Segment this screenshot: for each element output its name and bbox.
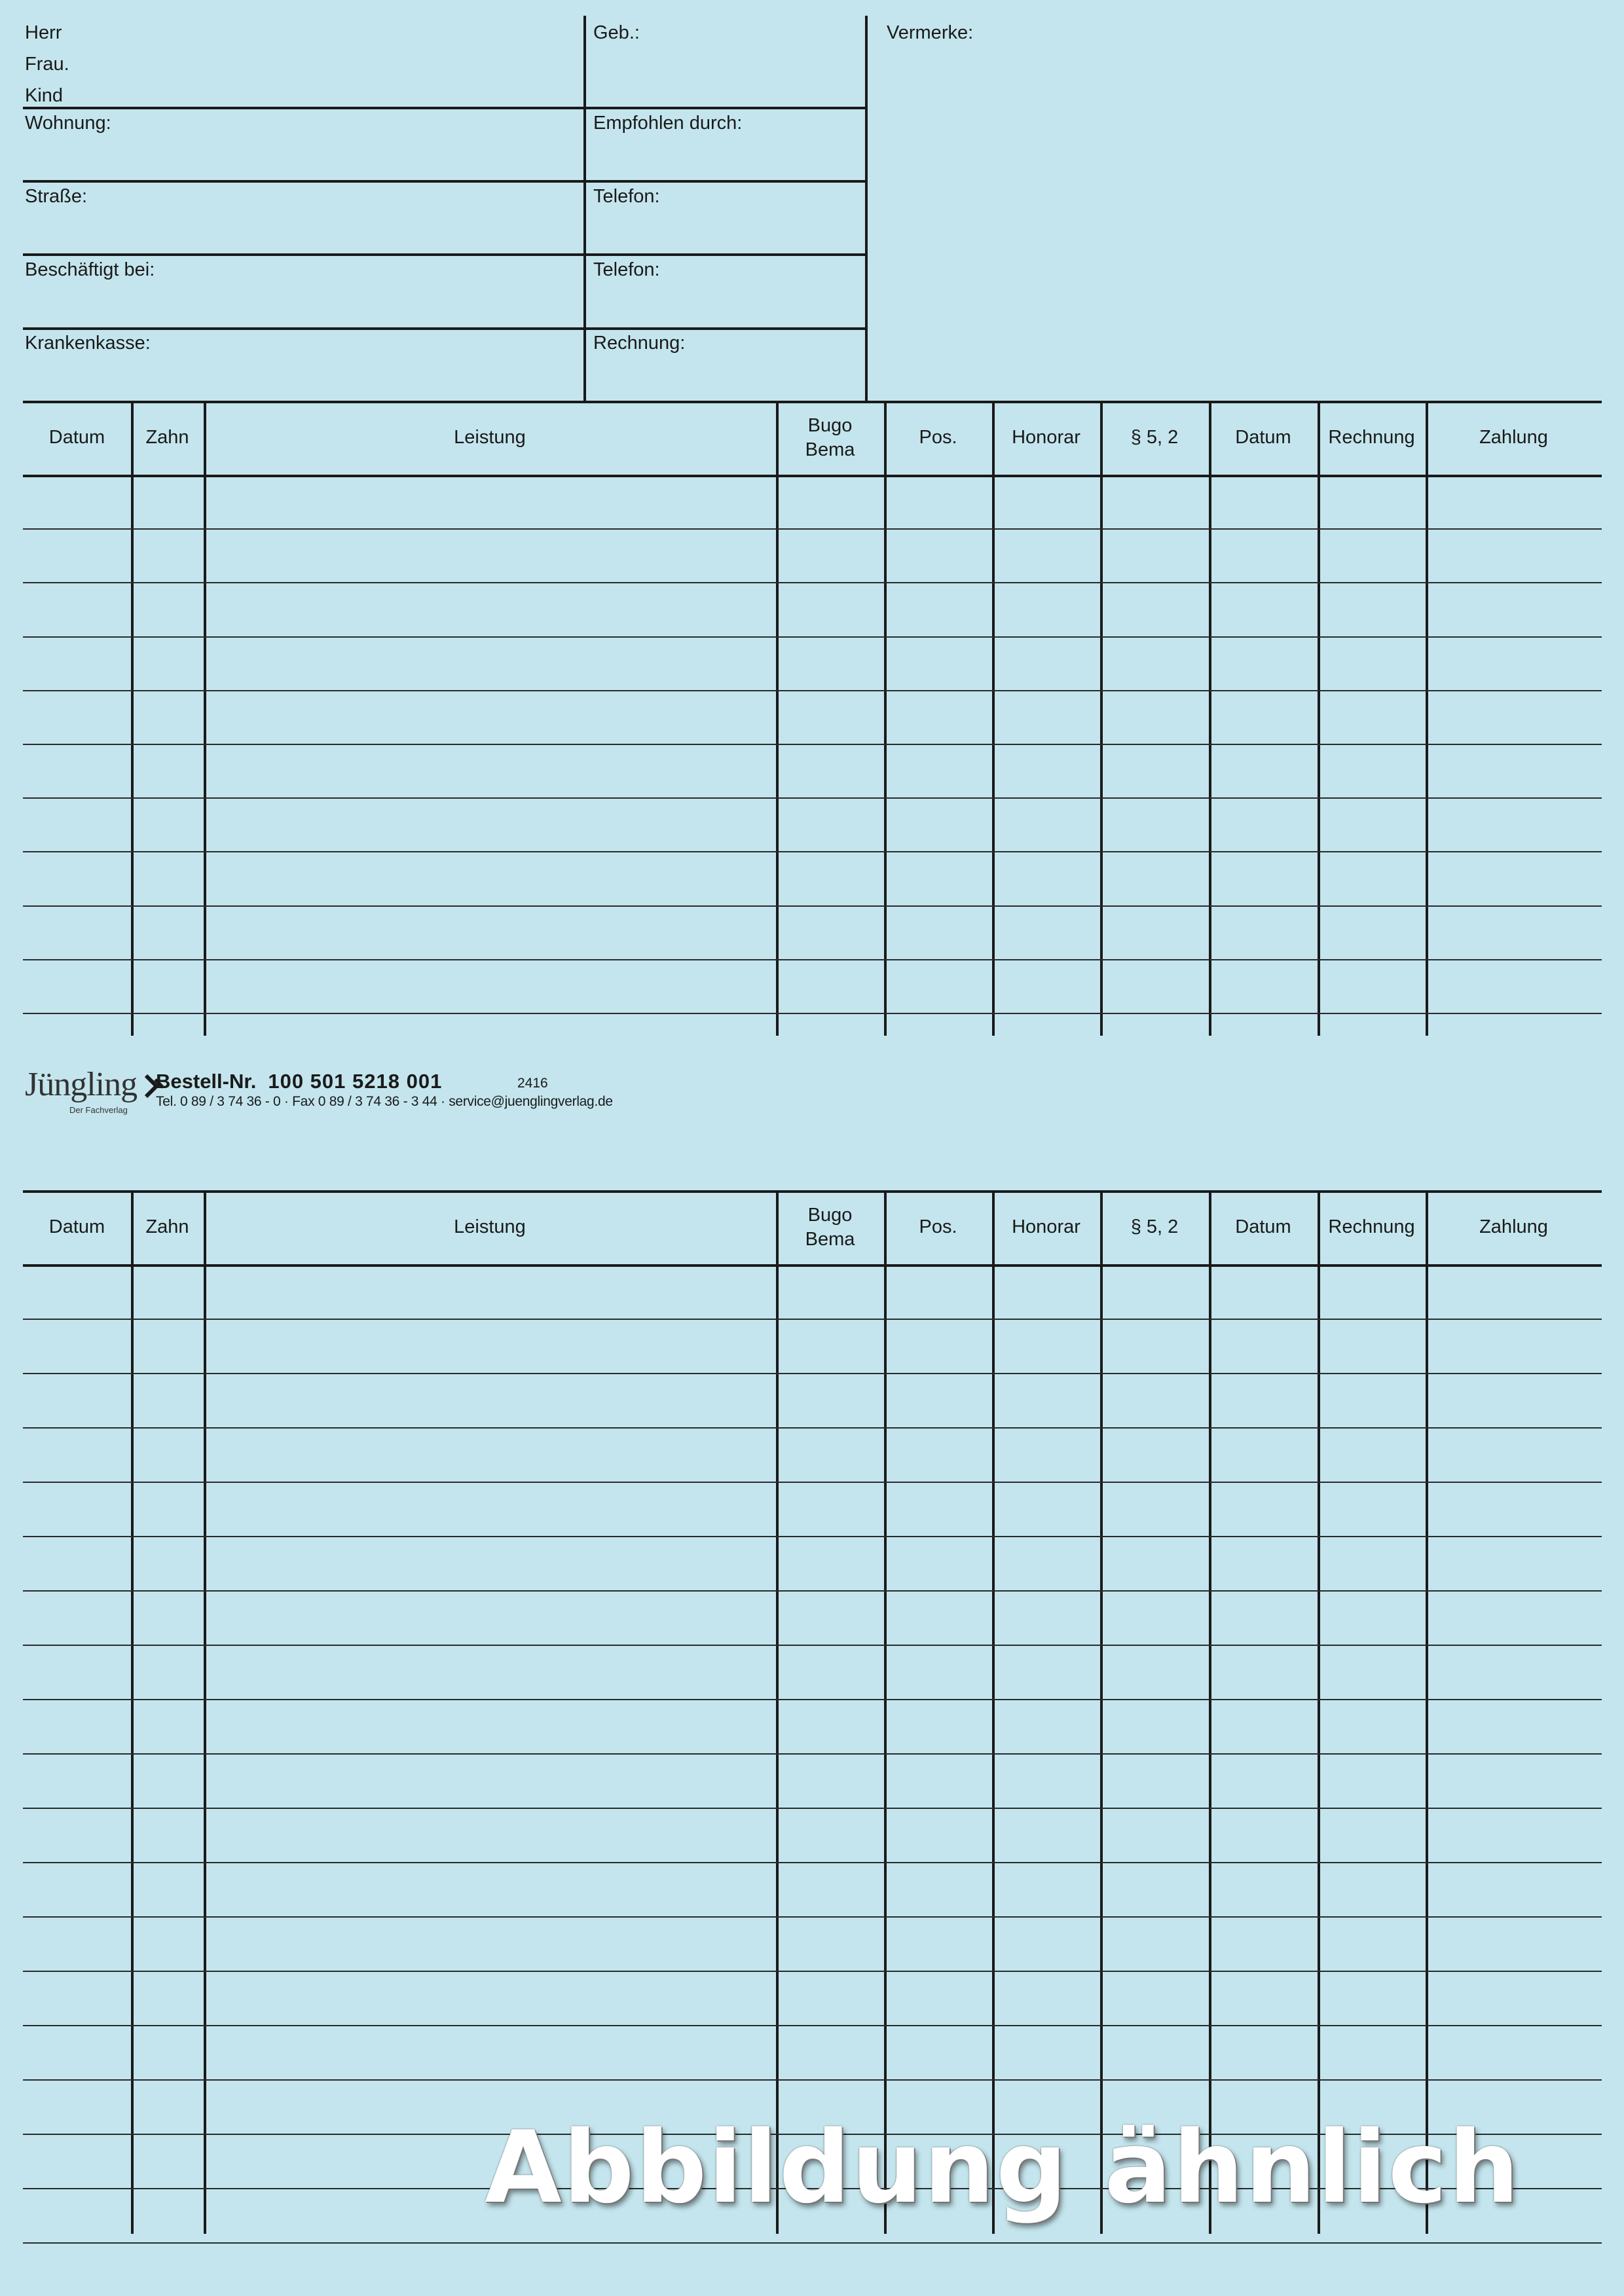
order-label: Bestell-Nr. (156, 1070, 257, 1093)
watermark-text: Abbildung ähnlich (485, 2109, 1521, 2225)
column-header-label: Datum (48, 427, 105, 448)
table-header-rule (23, 1264, 1602, 1267)
salutation-kind: Kind (25, 85, 64, 106)
column-header-label: Zahn (145, 427, 189, 448)
table-row (23, 851, 1602, 852)
header-divider-1 (583, 16, 586, 401)
header-rule (23, 327, 866, 330)
column-divider (1318, 1190, 1320, 2234)
column-divider (131, 401, 134, 1036)
column-header (1209, 1190, 1318, 1264)
column-divider (204, 401, 206, 1036)
table-row (23, 905, 1602, 907)
column-header-label: Bugo (807, 414, 853, 436)
field-krankenkasse: Krankenkasse: (25, 333, 151, 354)
column-header (992, 401, 1100, 475)
column-header-label: § 5, 2 (1130, 427, 1179, 448)
column-header (1426, 1190, 1602, 1264)
column-header (884, 401, 992, 475)
column-divider (884, 401, 887, 1036)
column-divider (1426, 1190, 1428, 2234)
column-header (776, 401, 884, 475)
column-divider (1426, 401, 1428, 1036)
column-header-label: Zahn (145, 1216, 189, 1237)
column-header-label: Bugo (807, 1204, 853, 1226)
column-divider (776, 1190, 779, 2234)
table-row (23, 1536, 1602, 1537)
table-row (23, 744, 1602, 745)
field-telefon-2: Telefon: (593, 259, 660, 280)
logo-text: Jüngling (25, 1066, 138, 1103)
contact-line: Tel. 0 89 / 3 74 36 - 0 · Fax 0 89 / 3 74 36 - 3 44 · service@juenglingverlag.de (156, 1094, 613, 1109)
column-header-label: Datum (1235, 427, 1291, 448)
table-row (23, 1482, 1602, 1483)
column-header-label: Zahlung (1479, 427, 1548, 448)
column-header (1209, 401, 1318, 475)
field-geb: Geb.: (593, 22, 640, 43)
column-divider (1100, 1190, 1103, 2234)
column-header (884, 1190, 992, 1264)
table-row (23, 1590, 1602, 1592)
column-header (23, 401, 131, 475)
column-header (1426, 401, 1602, 475)
column-divider (992, 401, 995, 1036)
column-header (23, 1190, 131, 1264)
column-header-label: Rechnung (1328, 1216, 1415, 1237)
column-header (1318, 1190, 1426, 1264)
column-divider (204, 1190, 206, 2234)
column-header-label: Rechnung (1328, 427, 1415, 448)
column-header (204, 1190, 776, 1264)
table-row (23, 797, 1602, 799)
column-header-label: Pos. (919, 1216, 957, 1237)
column-header-label: Bema (805, 439, 855, 460)
column-header-label: Leistung (454, 427, 526, 448)
column-divider (1209, 401, 1211, 1036)
column-header-label: § 5, 2 (1130, 1216, 1179, 1237)
table-row (23, 1319, 1602, 1320)
header-rule (23, 107, 866, 109)
table-row (23, 1862, 1602, 1863)
table-row (23, 528, 1602, 530)
salutation-frau: Frau. (25, 54, 69, 75)
field-rechnung: Rechnung: (593, 333, 686, 354)
table-header-rule (23, 475, 1602, 477)
table-row (23, 1645, 1602, 1646)
order-value: 100 501 5218 001 (268, 1070, 443, 1093)
table-row (23, 1373, 1602, 1374)
column-divider (992, 1190, 995, 2234)
table-row (23, 1916, 1602, 1918)
table-row (23, 1427, 1602, 1429)
column-header (1100, 1190, 1209, 1264)
field-strasse: Straße: (25, 186, 88, 207)
table-row (23, 2025, 1602, 2026)
column-header (1318, 401, 1426, 475)
table-row (23, 1971, 1602, 1972)
column-header (1100, 401, 1209, 475)
order-number (156, 1070, 442, 1093)
table-row (23, 2079, 1602, 2081)
column-header (776, 1190, 884, 1264)
header-divider-2 (865, 16, 868, 401)
header-rule (23, 253, 866, 256)
column-divider (884, 1190, 887, 2234)
field-wohnung: Wohnung: (25, 113, 111, 134)
table-row (23, 1808, 1602, 1809)
table-row (23, 1699, 1602, 1700)
field-vermerke: Vermerke: (887, 22, 974, 43)
column-divider (1100, 401, 1103, 1036)
field-empfohlen: Empfohlen durch: (593, 113, 743, 134)
table-row (23, 1753, 1602, 1755)
header-rule (23, 180, 866, 183)
field-telefon-1: Telefon: (593, 186, 660, 207)
table-row (23, 1013, 1602, 1014)
column-header-label: Datum (1235, 1216, 1291, 1237)
column-header (131, 401, 204, 475)
column-header-label: Honorar (1012, 1216, 1080, 1237)
column-header (204, 401, 776, 475)
table-row (23, 959, 1602, 960)
column-header (992, 1190, 1100, 1264)
column-divider (1209, 1190, 1211, 2234)
column-header-label: Datum (48, 1216, 105, 1237)
form-code: 2416 (517, 1076, 548, 1091)
table-row (23, 690, 1602, 691)
logo-subtitle: Der Fachverlag (69, 1105, 128, 1115)
column-header-label: Bema (805, 1228, 855, 1250)
column-divider (776, 401, 779, 1036)
column-header-label: Honorar (1012, 427, 1080, 448)
salutation-herr: Herr (25, 22, 62, 43)
column-header (131, 1190, 204, 1264)
column-divider (131, 1190, 134, 2234)
table-row (23, 582, 1602, 583)
publisher-logo (25, 1065, 166, 1104)
column-divider (1318, 401, 1320, 1036)
field-beschaeftigt: Beschäftigt bei: (25, 259, 155, 280)
column-header-label: Pos. (919, 427, 957, 448)
column-header-label: Zahlung (1479, 1216, 1548, 1237)
table-row (23, 2242, 1602, 2244)
table-row (23, 636, 1602, 638)
column-header-label: Leistung (454, 1216, 526, 1237)
